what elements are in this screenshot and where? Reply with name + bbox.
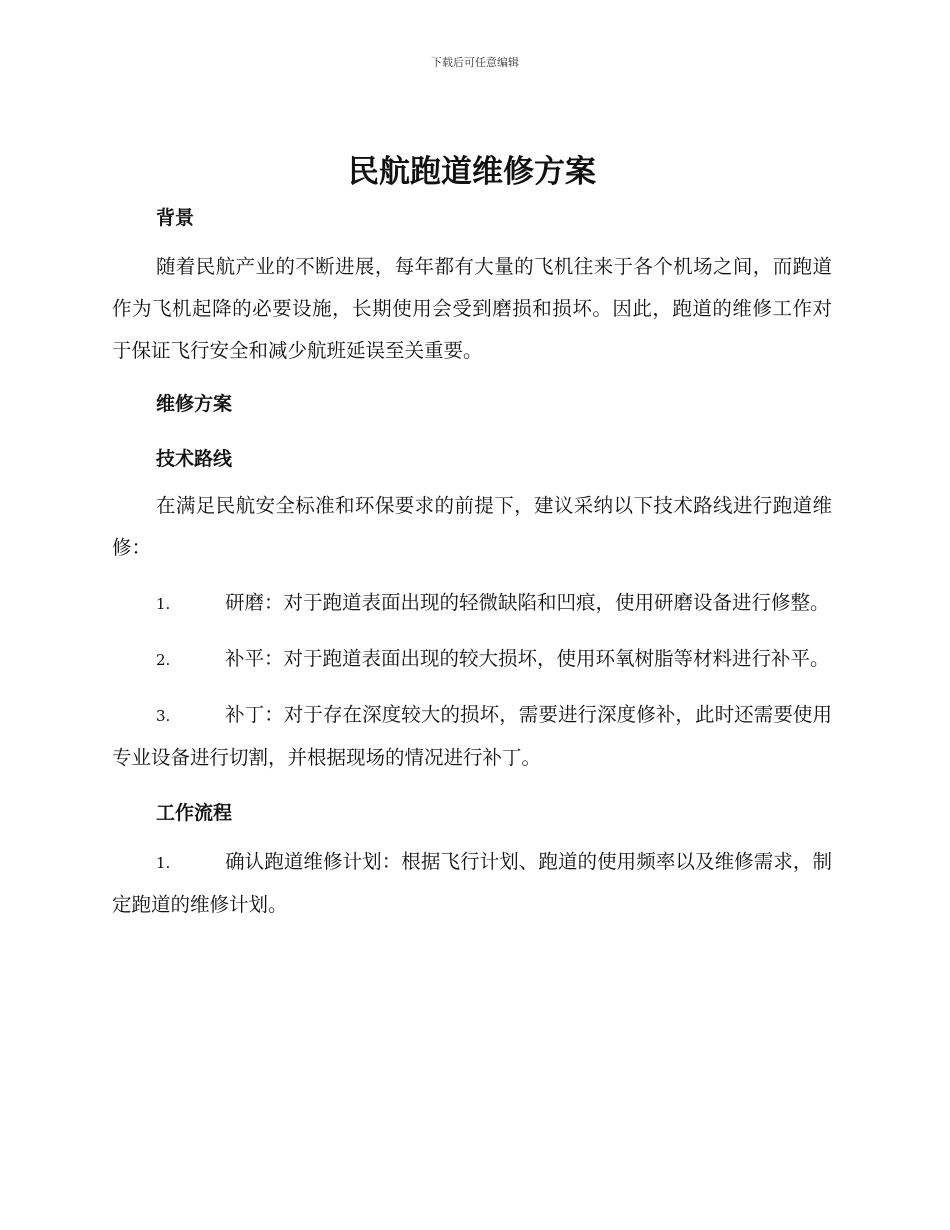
heading-tech-route: 技术路线	[156, 448, 233, 470]
list-item-text: 研磨：对于跑道表面出现的轻微缺陷和凹痕，使用研磨设备进行修整。	[225, 591, 830, 614]
heading-plan: 维修方案	[156, 393, 233, 415]
list-item-text: 确认跑道维修计划：根据飞行计划、跑道的使用频率以及维修需求，制定跑道的维修计划。	[112, 850, 832, 916]
list-number: 1.	[156, 854, 171, 872]
list-number: 2.	[156, 651, 171, 669]
list-item-tech-3	[112, 694, 832, 779]
list-item-text: 补丁：对于存在深度较大的损坏，需要进行深度修补，此时还需要使用专业设备进行切割，并根据现场的情况进行补丁。	[112, 703, 832, 769]
list-item-tech-2	[112, 638, 832, 681]
paragraph-background: 随着民航产业的不断进展，每年都有大量的飞机往来于各个机场之间，而跑道作为飞机起降的必要设施，长期使用会受到磨损和损坏。因此，跑道的维修工作对于保证飞行安全和减少航班延误至关重要。	[112, 255, 832, 362]
list-item-tech-1	[112, 582, 832, 625]
paragraph-tech-intro: 在满足民航安全标准和环保要求的前提下，建议采纳以下技术路线进行跑道维修：	[112, 494, 832, 559]
list-item-workflow-1	[112, 841, 832, 926]
list-number: 1.	[156, 595, 171, 613]
heading-workflow: 工作流程	[156, 802, 233, 824]
list-item-text: 补平：对于跑道表面出现的较大损坏，使用环氧树脂等材料进行补平。	[225, 647, 830, 670]
list-number: 3.	[156, 707, 171, 725]
document-title: 民航跑道维修方案	[348, 154, 596, 190]
header-note: 下载后可任意编辑	[431, 56, 519, 69]
document-body	[112, 146, 832, 926]
heading-background: 背景	[156, 207, 195, 229]
